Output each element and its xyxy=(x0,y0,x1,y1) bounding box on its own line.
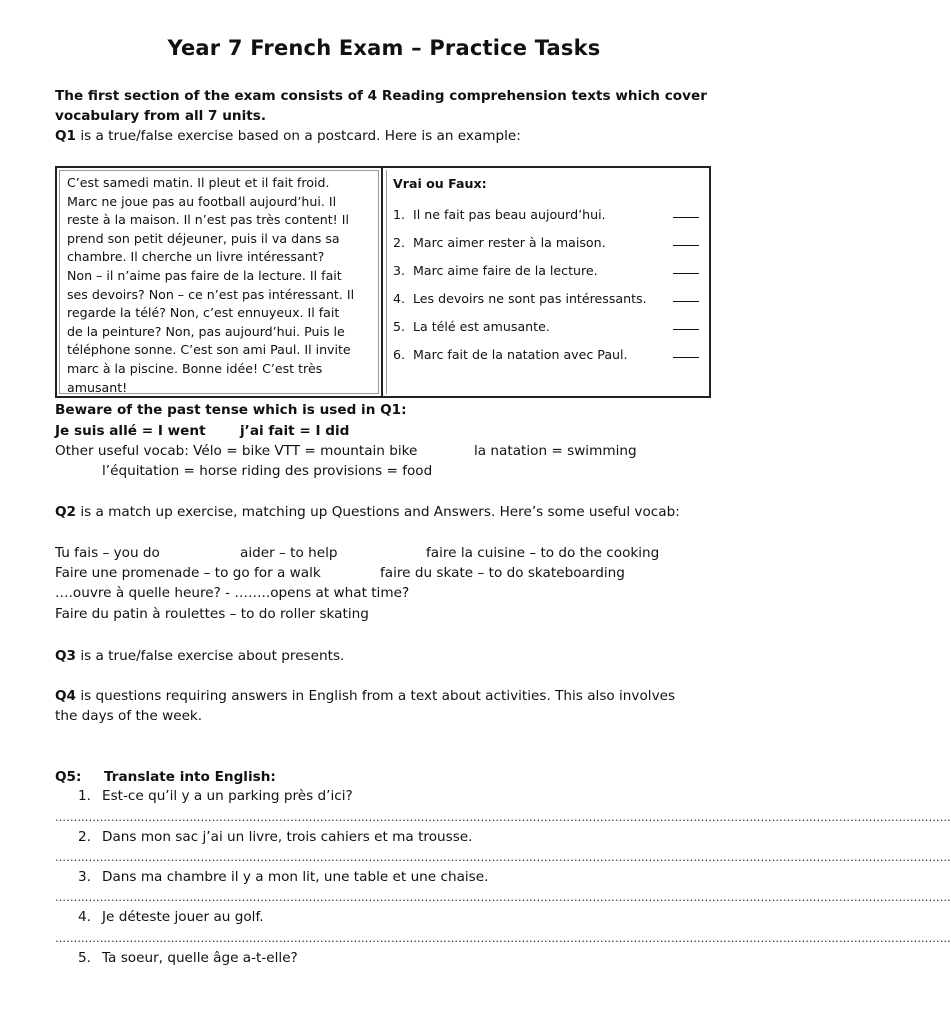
vrai-faux-number: 6. xyxy=(393,347,406,362)
q2-label: Q2 xyxy=(55,504,77,520)
vrai-faux-item xyxy=(393,345,699,373)
translation-sentence: Ta soeur, quelle âge a-t-elle? xyxy=(102,950,298,966)
translation-number: 2. xyxy=(78,829,91,845)
translation-sentence: Je déteste jouer au golf. xyxy=(102,909,264,925)
postcard-line: prend son petit déjeuner, puis il va dans sa xyxy=(67,230,340,246)
vocab-patin: Faire du patin à roulettes – to do roller skating xyxy=(55,606,369,622)
translation-number: 4. xyxy=(78,909,91,925)
vrai-faux-item xyxy=(393,233,699,261)
translation-number: 5. xyxy=(78,950,91,966)
postcard-line: de la peinture? Non, pas aujourd’hui. Puis le xyxy=(67,323,345,339)
translation-item xyxy=(78,909,264,925)
vrai-faux-item xyxy=(393,261,699,289)
q4-line-2: the days of the week. xyxy=(55,708,203,724)
vrai-faux-statement: La télé est amusante. xyxy=(413,319,550,334)
postcard-panel xyxy=(57,168,383,396)
postcard-line: Non – il n’aime pas faire de la lecture. Il fait xyxy=(67,267,342,283)
q4-line xyxy=(55,686,675,706)
postcard-line: C’est samedi matin. Il pleut et il fait froid. xyxy=(67,175,330,190)
equitation-vocab: l’équitation = horse riding des provisions = food xyxy=(102,463,433,479)
answer-blank[interactable] xyxy=(673,245,699,246)
vocab-promenade: Faire une promenade – to go for a walk xyxy=(55,565,321,581)
translation-item xyxy=(78,829,472,845)
vocab-tu-fais: Tu fais – you do xyxy=(55,545,160,561)
vrai-faux-number: 5. xyxy=(393,319,406,334)
q1-example-box xyxy=(55,166,711,398)
vocab-ouvre: ….ouvre à quelle heure? - ……..opens at what time? xyxy=(55,585,410,601)
translation-item xyxy=(78,950,298,966)
answer-line[interactable]: …………………………………………………………………………………………………………………………………………………………………………………………………………………… xyxy=(55,891,951,904)
translation-sentence: Dans ma chambre il y a mon lit, une table et une chaise. xyxy=(102,869,489,885)
vrai-faux-panel xyxy=(383,168,709,396)
vocab-aider: aider – to help xyxy=(240,545,338,561)
q3-line xyxy=(55,646,344,666)
postcard-line: Marc ne joue pas au football aujourd’hui. Il xyxy=(67,193,337,209)
q2-line xyxy=(55,502,680,522)
answer-blank[interactable] xyxy=(673,273,699,274)
q1-text: is a true/false exercise based on a postcard. Here is an example: xyxy=(80,128,521,144)
je-suis-alle: Je suis allé = I went xyxy=(55,423,206,439)
vrai-faux-number: 2. xyxy=(393,235,406,250)
answer-line[interactable]: …………………………………………………………………………………………………………………………………………………………………………………………………………………… xyxy=(55,811,951,824)
intro-paragraph: The first section of the exam consists of 4 Reading comprehension texts which cover vocabulary from all 7 units. xyxy=(55,88,707,124)
translation-sentence: Est-ce qu’il y a un parking près d’ici? xyxy=(102,788,353,804)
postcard-line: amusant! xyxy=(67,379,128,395)
other-vocab: Other useful vocab: Vélo = bike VTT = mountain bike xyxy=(55,443,418,459)
postcard-line: chambre. Il cherche un livre intéressant? xyxy=(67,249,325,265)
vrai-faux-heading: Vrai ou Faux: xyxy=(393,176,487,191)
vrai-faux-item xyxy=(393,317,699,345)
jai-fait: j’ai fait = I did xyxy=(240,423,350,439)
q5-heading: Translate into English: xyxy=(104,769,276,785)
translation-number: 3. xyxy=(78,869,91,885)
q4-label: Q4 xyxy=(55,688,77,704)
vrai-faux-list xyxy=(393,205,699,373)
vrai-faux-number: 1. xyxy=(393,207,406,222)
vrai-faux-statement: Marc aimer rester à la maison. xyxy=(413,235,606,250)
translation-sentence: Dans mon sac j’ai un livre, trois cahiers et ma trousse. xyxy=(102,829,473,845)
postcard-line: regarde la télé? Non, c’est ennuyeux. Il fait xyxy=(67,305,340,321)
postcard-line: ses devoirs? Non – ce n’est pas intéressant. Il xyxy=(67,286,355,302)
postcard-line: marc à la piscine. Bonne idée! C’est très xyxy=(67,360,323,376)
answer-blank[interactable] xyxy=(673,329,699,330)
answer-line[interactable]: …………………………………………………………………………………………………………………………………………………………………………………………………………………… xyxy=(55,851,951,864)
answer-blank[interactable] xyxy=(673,357,699,358)
postcard-text xyxy=(67,174,373,397)
translation-item xyxy=(78,869,488,885)
q4-text: is questions requiring answers in English from a text about activities. This also involves xyxy=(80,688,676,704)
vrai-faux-statement: Marc aime faire de la lecture. xyxy=(413,263,598,278)
vrai-faux-statement: Il ne fait pas beau aujourd’hui. xyxy=(413,207,606,222)
vocab-cuisine: faire la cuisine – to do the cooking xyxy=(426,545,660,561)
vocab-skate: faire du skate – to do skateboarding xyxy=(380,565,625,581)
translation-item xyxy=(78,788,353,804)
postcard-line: téléphone sonne. C’est son ami Paul. Il invite xyxy=(67,342,351,358)
q2-text: is a match up exercise, matching up Questions and Answers. Here’s some useful vocab: xyxy=(80,504,680,520)
q1-line xyxy=(55,126,521,146)
vrai-faux-item xyxy=(393,205,699,233)
q3-text: is a true/false exercise about presents. xyxy=(80,648,345,664)
translation-number: 1. xyxy=(78,788,91,804)
q5-label: Q5: xyxy=(55,769,82,785)
natation-vocab: la natation = swimming xyxy=(474,443,637,459)
postcard-line: reste à la maison. Il n’est pas très content! Il xyxy=(67,212,349,228)
vrai-faux-statement: Marc fait de la natation avec Paul. xyxy=(413,347,628,362)
answer-blank[interactable] xyxy=(673,217,699,218)
q3-label: Q3 xyxy=(55,648,77,664)
vrai-faux-item xyxy=(393,289,699,317)
vrai-faux-statement: Les devoirs ne sont pas intéressants. xyxy=(413,291,647,306)
vrai-faux-number: 4. xyxy=(393,291,406,306)
vrai-faux-number: 3. xyxy=(393,263,406,278)
answer-blank[interactable] xyxy=(673,301,699,302)
q1-label: Q1 xyxy=(55,128,77,144)
answer-line[interactable]: …………………………………………………………………………………………………………………………………………………………………………………………………………………… xyxy=(55,932,951,945)
page-title: Year 7 French Exam – Practice Tasks xyxy=(167,36,601,60)
past-tense-warning: Beware of the past tense which is used in Q1: xyxy=(55,402,407,418)
